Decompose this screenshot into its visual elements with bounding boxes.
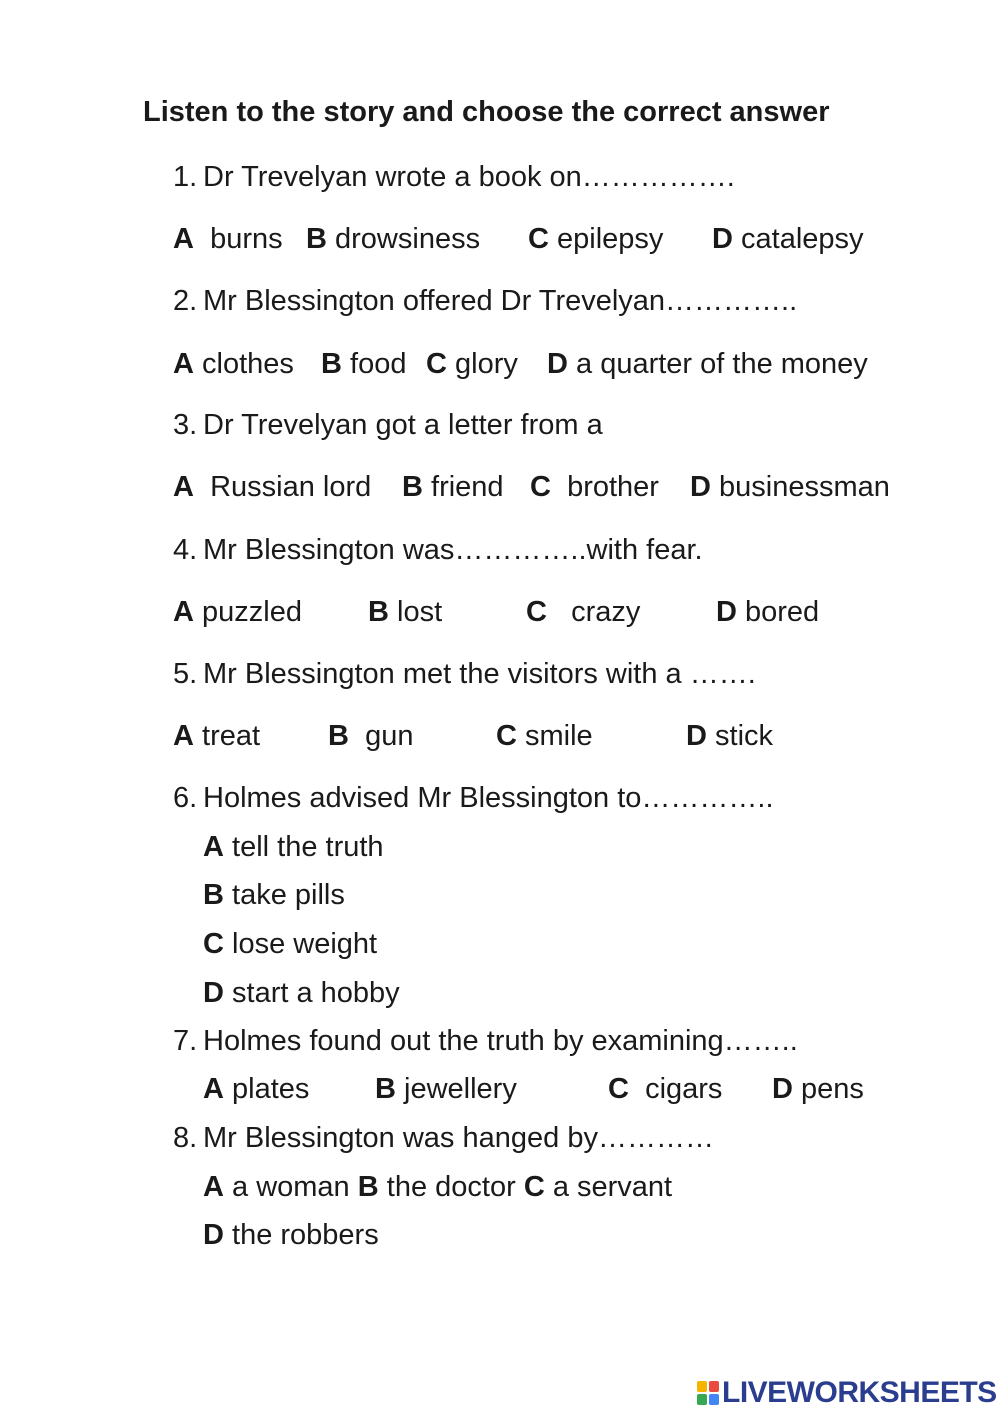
liveworksheets-logo	[697, 1378, 997, 1408]
option-d[interactable]: D pens	[772, 1073, 864, 1105]
option-d[interactable]: D start a hobby	[203, 977, 400, 1009]
option-b[interactable]: B friend	[402, 471, 504, 503]
question-number: 8.	[173, 1122, 198, 1154]
option-b[interactable]: B jewellery	[375, 1073, 517, 1105]
question-number: 2.	[173, 285, 198, 317]
option-c[interactable]: C brother	[530, 471, 659, 503]
question-number: 4.	[173, 534, 198, 566]
question-text: Holmes found out the truth by examining……..	[203, 1025, 798, 1057]
option-a[interactable]: A plates	[203, 1073, 310, 1105]
question-2	[173, 285, 797, 318]
option-d[interactable]: D catalepsy	[712, 223, 864, 255]
liveworksheets-logo-icon	[697, 1381, 719, 1405]
question-1	[173, 161, 735, 194]
option-a[interactable]: A clothes	[173, 348, 294, 380]
option-d[interactable]: D the robbers	[203, 1219, 379, 1251]
option-b[interactable]: B drowsiness	[306, 223, 481, 255]
option-d[interactable]: D bored	[716, 596, 820, 628]
option-a[interactable]: A tell the truth	[203, 831, 384, 863]
option-c[interactable]: C glory	[426, 348, 518, 380]
option-b[interactable]: B the doctor	[357, 1171, 516, 1203]
option-c[interactable]: C cigars	[608, 1073, 723, 1105]
question-text: Mr Blessington met the visitors with a …….	[203, 658, 756, 690]
question-7	[173, 1025, 798, 1058]
logo-text: LIVEWORKSHEETS	[722, 1376, 997, 1409]
option-d[interactable]: D businessman	[690, 471, 890, 503]
question-6	[173, 782, 774, 815]
question-number: 5.	[173, 658, 198, 690]
question-text: Dr Trevelyan got a letter from a	[203, 409, 603, 441]
option-a[interactable]: A burns	[173, 223, 283, 255]
option-a[interactable]: A Russian lord	[173, 471, 372, 503]
question-text: Mr Blessington offered Dr Trevelyan…………..	[203, 285, 798, 317]
option-b[interactable]: B gun	[328, 720, 414, 752]
question-text: Mr Blessington was…………..with fear.	[203, 534, 703, 566]
question-text: Holmes advised Mr Blessington to…………..	[203, 782, 774, 814]
question-8	[173, 1122, 714, 1155]
question-number: 1.	[173, 161, 198, 193]
option-b[interactable]: B lost	[368, 596, 443, 628]
option-a[interactable]: A a woman	[203, 1171, 350, 1203]
question-text: Dr Trevelyan wrote a book on…………….	[203, 161, 735, 193]
question-text: Mr Blessington was hanged by…………	[203, 1122, 714, 1154]
question-number: 3.	[173, 409, 198, 441]
option-c[interactable]: C crazy	[526, 596, 641, 628]
option-a[interactable]: A puzzled	[173, 596, 302, 628]
question-number: 7.	[173, 1025, 198, 1057]
options-row-8	[203, 1171, 672, 1204]
option-a[interactable]: A treat	[173, 720, 261, 752]
question-3	[173, 409, 603, 442]
question-number: 6.	[173, 782, 198, 814]
option-b[interactable]: B take pills	[203, 879, 345, 911]
option-d[interactable]: D a quarter of the money	[547, 348, 868, 380]
question-4	[173, 534, 703, 567]
worksheet-title: Listen to the story and choose the correct answer	[143, 96, 830, 128]
option-c[interactable]: C smile	[496, 720, 593, 752]
option-c[interactable]: C lose weight	[203, 928, 378, 960]
option-c[interactable]: C a servant	[523, 1171, 673, 1203]
option-c[interactable]: C epilepsy	[528, 223, 664, 255]
question-5	[173, 658, 756, 691]
option-b[interactable]: B food	[321, 348, 407, 380]
option-d[interactable]: D stick	[686, 720, 774, 752]
